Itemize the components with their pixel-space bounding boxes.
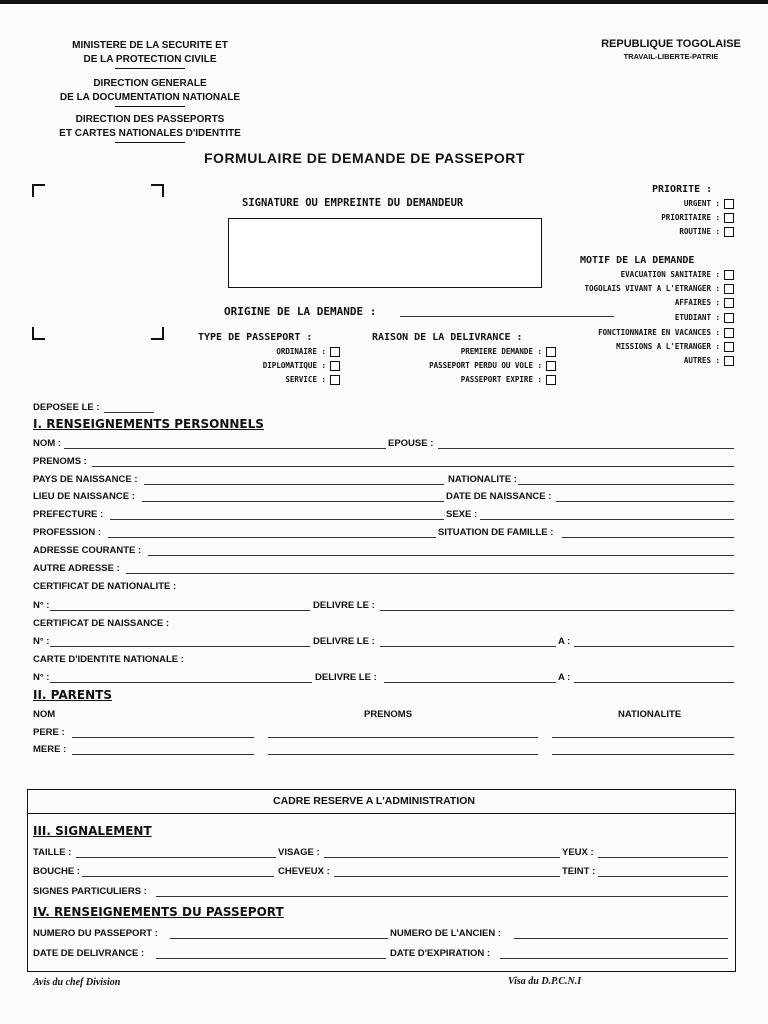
- raison-expire-label: PASSEPORT EXPIRE :: [460, 375, 542, 384]
- visage-line[interactable]: [324, 857, 560, 858]
- parents-col-nom: NOM: [33, 709, 56, 720]
- motif-affaires[interactable]: [675, 298, 734, 308]
- service-checkbox[interactable]: [330, 375, 340, 385]
- origine-label: ORIGINE DE LA DEMANDE :: [224, 305, 377, 318]
- motif-missions[interactable]: [616, 342, 734, 352]
- date-naissance-line[interactable]: [556, 501, 734, 502]
- taille-label: TAILLE :: [33, 847, 72, 858]
- direction-line1: DIRECTION GENERALE: [93, 78, 207, 89]
- motif-etudiant[interactable]: [675, 313, 734, 323]
- direction-line2: DE LA DOCUMENTATION NATIONALE: [59, 92, 241, 103]
- section3-title: III. SIGNALEMENT: [33, 824, 152, 838]
- motif-evac-label: EVACUATION SANITAIRE :: [620, 270, 720, 279]
- adresse-courante-line[interactable]: [148, 555, 734, 556]
- teint-label: TEINT :: [562, 866, 596, 877]
- priorite-prioritaire-label: PRIORITAIRE :: [661, 213, 720, 222]
- epouse-line[interactable]: [438, 448, 734, 449]
- lieu-naissance-line[interactable]: [142, 501, 444, 502]
- raison-perdu[interactable]: [429, 361, 556, 371]
- prefecture-line[interactable]: [110, 519, 444, 520]
- mere-label: MERE :: [33, 744, 67, 755]
- situation-label: SITUATION DE FAMILLE :: [438, 527, 554, 538]
- nom-line[interactable]: [64, 448, 386, 449]
- admin-title-divider: [27, 813, 736, 814]
- cert-naiss-num-label: N° :: [33, 636, 50, 647]
- origine-line[interactable]: [400, 316, 614, 317]
- fonctionnaire-checkbox[interactable]: [724, 328, 734, 338]
- cheveux-label: CHEVEUX :: [278, 866, 330, 877]
- pays-naissance-label: PAYS DE NAISSANCE :: [33, 474, 138, 485]
- ordinaire-checkbox[interactable]: [330, 347, 340, 357]
- situation-line[interactable]: [562, 537, 734, 538]
- carte-id-delivre-line[interactable]: [384, 682, 556, 683]
- photo-corner-bl: [32, 326, 46, 340]
- pere-label: PERE :: [33, 727, 65, 738]
- carte-id-label: CARTE D'IDENTITE NATIONALE :: [33, 654, 184, 665]
- carte-id-a-label: A :: [558, 672, 571, 683]
- prenoms-label: PRENOMS :: [33, 456, 87, 467]
- type-service[interactable]: [285, 375, 340, 385]
- cert-nat-delivre-line[interactable]: [380, 610, 734, 611]
- yeux-label: YEUX :: [562, 847, 594, 858]
- carte-id-num-label: N° :: [33, 672, 50, 683]
- signes-line[interactable]: [156, 896, 728, 897]
- prefecture-label: PREFECTURE :: [33, 509, 104, 520]
- motif-evac[interactable]: [621, 270, 734, 280]
- section2-title: II. PARENTS: [33, 688, 112, 702]
- mere-prenoms-line[interactable]: [268, 754, 538, 755]
- ministry-line1: MINISTERE DE LA SECURITE ET: [72, 40, 228, 51]
- ministry-line2: DE LA PROTECTION CIVILE: [83, 54, 217, 65]
- pays-naissance-line[interactable]: [144, 484, 444, 485]
- parents-col-nationalite: NATIONALITE: [618, 709, 682, 720]
- motif-etranger-label: TOGOLAIS VIVANT A L'ETRANGER :: [584, 284, 720, 293]
- priorite-routine-label: ROUTINE :: [679, 227, 720, 236]
- urgent-checkbox[interactable]: [724, 199, 734, 209]
- raison-premiere[interactable]: [461, 347, 556, 357]
- carte-id-delivre-label: DELIVRE LE :: [315, 672, 377, 683]
- raison-premiere-label: PREMIERE DEMANDE :: [460, 347, 542, 356]
- priorite-urgent-label: URGENT :: [683, 199, 720, 208]
- numero-passeport-label: NUMERO DU PASSEPORT :: [33, 928, 158, 939]
- visa-dpcni: Visa du D.P.C.N.I: [508, 976, 582, 987]
- motif-missions-label: MISSIONS A L'ETRANGER :: [616, 342, 720, 351]
- evac-checkbox[interactable]: [724, 270, 734, 280]
- expire-checkbox[interactable]: [546, 375, 556, 385]
- motif-etudiant-label: ETUDIANT :: [674, 313, 720, 322]
- type-diplomatique-label: DIPLOMATIQUE :: [262, 361, 326, 370]
- missions-checkbox[interactable]: [724, 342, 734, 352]
- type-ordinaire[interactable]: [276, 347, 340, 357]
- cert-naiss-a-line[interactable]: [574, 646, 734, 647]
- avis-chef-division: Avis du chef Division: [33, 977, 121, 988]
- section1-title: I. RENSEIGNEMENTS PERSONNELS: [33, 417, 264, 431]
- cert-naiss-delivre-line[interactable]: [380, 646, 556, 647]
- etranger-checkbox[interactable]: [724, 284, 734, 294]
- sexe-label: SEXE :: [446, 509, 478, 520]
- prioritaire-checkbox[interactable]: [724, 213, 734, 223]
- form-title: FORMULAIRE DE DEMANDE DE PASSEPORT: [204, 150, 525, 166]
- motif-autres-label: AUTRES :: [683, 356, 720, 365]
- signature-label: SIGNATURE OU EMPREINTE DU DEMANDEUR: [242, 197, 464, 209]
- numero-ancien-label: NUMERO DE L'ANCIEN :: [390, 928, 501, 939]
- type-service-label: SERVICE :: [285, 375, 326, 384]
- republic-block: [596, 38, 746, 61]
- raison-expire[interactable]: [461, 375, 556, 385]
- ministry-block: [40, 40, 260, 143]
- date-expiration-label: DATE D'EXPIRATION :: [390, 948, 491, 959]
- bouche-label: BOUCHE :: [33, 866, 80, 877]
- section4-title: IV. RENSEIGNEMENTS DU PASSEPORT: [33, 905, 284, 919]
- republic-name: REPUBLIQUE TOGOLAISE: [601, 38, 741, 50]
- motif-label: MOTIF DE LA DEMANDE: [580, 255, 695, 266]
- type-diplomatique[interactable]: [263, 361, 340, 371]
- cert-nat-label: CERTIFICAT DE NATIONALITE :: [33, 581, 177, 592]
- passport-dir-line2: ET CARTES NATIONALES D'IDENTITE: [59, 128, 241, 139]
- motif-affaires-label: AFFAIRES :: [674, 298, 720, 307]
- mere-nat-line[interactable]: [552, 754, 734, 755]
- adresse-courante-label: ADRESSE COURANTE :: [33, 545, 142, 556]
- pere-nom-line[interactable]: [72, 737, 254, 738]
- nationalite-line[interactable]: [518, 484, 734, 485]
- yeux-line[interactable]: [598, 857, 728, 858]
- priorite-prioritaire[interactable]: [661, 213, 734, 223]
- routine-checkbox[interactable]: [724, 227, 734, 237]
- raison-perdu-label: PASSEPORT PERDU OU VOLE :: [429, 361, 542, 370]
- mere-nom-line[interactable]: [72, 754, 254, 755]
- priorite-urgent[interactable]: [684, 199, 734, 209]
- cert-nat-delivre-label: DELIVRE LE :: [313, 600, 375, 611]
- diplomatique-checkbox[interactable]: [330, 361, 340, 371]
- lieu-naissance-label: LIEU DE NAISSANCE :: [33, 491, 135, 502]
- signature-box[interactable]: [228, 218, 542, 288]
- nom-label: NOM :: [33, 438, 61, 449]
- pere-nat-line[interactable]: [552, 737, 734, 738]
- photo-corner-tl: [32, 184, 46, 198]
- admin-box: [27, 789, 736, 972]
- taille-line[interactable]: [76, 857, 276, 858]
- visage-label: VISAGE :: [278, 847, 320, 858]
- autre-adresse-label: AUTRE ADRESSE :: [33, 563, 120, 574]
- etudiant-checkbox[interactable]: [724, 313, 734, 323]
- cert-naiss-label: CERTIFICAT DE NAISSANCE :: [33, 618, 169, 629]
- numero-passeport-line[interactable]: [170, 938, 388, 939]
- perdu-checkbox[interactable]: [546, 361, 556, 371]
- bouche-line[interactable]: [82, 876, 274, 877]
- profession-label: PROFESSION :: [33, 527, 102, 538]
- photo-corner-tr: [150, 184, 164, 198]
- raison-label: RAISON DE LA DELIVRANCE :: [372, 332, 523, 343]
- profession-line[interactable]: [108, 537, 436, 538]
- affaires-checkbox[interactable]: [724, 298, 734, 308]
- deposee-label: DEPOSEE LE :: [33, 402, 100, 413]
- sexe-line[interactable]: [480, 519, 734, 520]
- autre-adresse-line[interactable]: [126, 573, 734, 574]
- admin-title: CADRE RESERVE A L'ADMINISTRATION: [273, 795, 476, 807]
- carte-id-a-line[interactable]: [574, 682, 734, 683]
- passport-dir-line1: DIRECTION DES PASSEPORTS: [75, 114, 225, 125]
- cheveux-line[interactable]: [334, 876, 560, 877]
- motto: TRAVAIL-LIBERTE-PATRIE: [623, 52, 719, 61]
- cert-naiss-num-line[interactable]: [50, 646, 310, 647]
- type-ordinaire-label: ORDINAIRE :: [276, 347, 326, 356]
- photo-corner-br: [150, 326, 164, 340]
- prenoms-line[interactable]: [92, 466, 734, 467]
- motif-fonctionnaire-label: FONCTIONNAIRE EN VACANCES :: [598, 328, 720, 337]
- motif-fonctionnaire[interactable]: [598, 328, 734, 338]
- cert-naiss-a-label: A :: [558, 636, 571, 647]
- date-naissance-label: DATE DE NAISSANCE :: [446, 491, 552, 502]
- teint-line[interactable]: [598, 876, 728, 877]
- numero-ancien-line[interactable]: [514, 938, 728, 939]
- top-edge: [0, 0, 768, 4]
- type-passeport-label: TYPE DE PASSEPORT :: [198, 332, 313, 343]
- autres-checkbox[interactable]: [724, 356, 734, 366]
- date-expiration-line[interactable]: [500, 958, 728, 959]
- date-delivrance-line[interactable]: [156, 958, 386, 959]
- parents-col-prenoms: PRENOMS: [364, 709, 413, 720]
- motif-etranger[interactable]: [585, 284, 734, 294]
- signes-label: SIGNES PARTICULIERS :: [33, 886, 147, 897]
- priorite-label: PRIORITE :: [652, 184, 713, 195]
- epouse-label: EPOUSE :: [388, 438, 434, 449]
- cert-nat-num-line[interactable]: [50, 610, 310, 611]
- motif-autres[interactable]: [684, 356, 734, 366]
- priorite-routine[interactable]: [679, 227, 734, 237]
- cert-nat-num-label: N° :: [33, 600, 50, 611]
- carte-id-num-line[interactable]: [50, 682, 312, 683]
- deposee-line[interactable]: [104, 412, 154, 413]
- pere-prenoms-line[interactable]: [268, 737, 538, 738]
- nationalite-label: NATIONALITE :: [448, 474, 517, 485]
- cert-naiss-delivre-label: DELIVRE LE :: [313, 636, 375, 647]
- premiere-checkbox[interactable]: [546, 347, 556, 357]
- date-delivrance-label: DATE DE DELIVRANCE :: [33, 948, 145, 959]
